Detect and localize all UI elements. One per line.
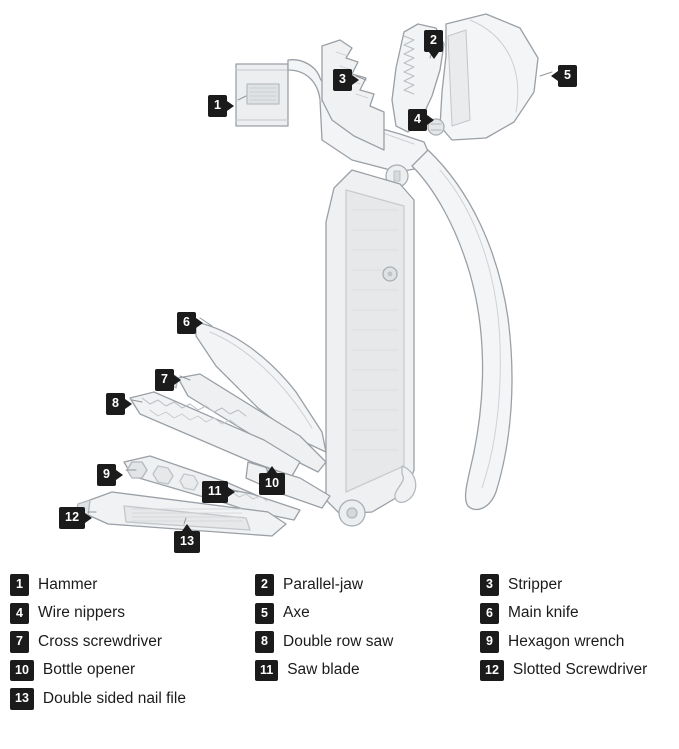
legend-item-6 <box>480 603 669 625</box>
callout-5[interactable] <box>558 65 577 87</box>
legend-row <box>10 631 669 653</box>
callout-7[interactable] <box>155 369 174 391</box>
legend-item-5 <box>255 603 480 625</box>
legend-number: 2 <box>255 574 274 596</box>
legend-item-11 <box>255 660 480 682</box>
legend-item-2 <box>255 574 480 596</box>
legend-label: Slotted Screwdriver <box>512 661 648 679</box>
part-hammer-head <box>236 64 288 126</box>
legend-item-10 <box>10 660 255 682</box>
legend-item-9 <box>480 631 669 653</box>
callout-1[interactable] <box>208 95 227 117</box>
callout-12-number: 12 <box>65 510 80 524</box>
callout-9-number: 9 <box>103 467 111 481</box>
legend-number: 11 <box>255 660 278 682</box>
legend-label: Stripper <box>508 575 563 593</box>
callout-1-number: 1 <box>214 98 222 112</box>
legend-number: 5 <box>255 603 274 625</box>
part-right-handle <box>412 150 512 510</box>
legend-number: 10 <box>10 660 34 682</box>
legend-number: 12 <box>480 660 504 682</box>
callout-12[interactable] <box>59 507 85 529</box>
callout-4-number: 4 <box>414 112 422 126</box>
part-left-handle <box>326 170 414 514</box>
legend-label: Bottle opener <box>42 661 136 679</box>
legend-number: 9 <box>480 631 499 653</box>
callout-10-number: 10 <box>265 476 280 490</box>
callout-3[interactable] <box>333 69 352 91</box>
legend-item-13 <box>10 688 410 710</box>
legend-row <box>10 603 669 625</box>
legend <box>0 560 679 749</box>
callout-5-number: 5 <box>564 68 572 82</box>
callout-8[interactable] <box>106 393 125 415</box>
legend-row <box>10 574 669 596</box>
callout-3-number: 3 <box>339 72 347 86</box>
legend-number: 3 <box>480 574 499 596</box>
legend-number: 7 <box>10 631 29 653</box>
legend-label: Parallel-jaw <box>283 575 364 593</box>
legend-number: 8 <box>255 631 274 653</box>
legend-item-8 <box>255 631 480 653</box>
legend-label: Saw blade <box>287 661 360 679</box>
callout-13[interactable] <box>174 531 200 553</box>
legend-item-7 <box>10 631 255 653</box>
callout-10[interactable] <box>259 473 285 495</box>
legend-item-4 <box>10 603 255 625</box>
legend-label: Hexagon wrench <box>508 632 625 650</box>
legend-label: Axe <box>283 604 310 622</box>
callout-8-number: 8 <box>112 396 120 410</box>
legend-label: Hammer <box>38 575 98 593</box>
legend-label: Double sided nail file <box>42 689 186 707</box>
legend-number: 1 <box>10 574 29 596</box>
callout-13-number: 13 <box>180 534 195 548</box>
legend-number: 6 <box>480 603 499 625</box>
callout-4[interactable] <box>408 109 427 131</box>
legend-label: Double row saw <box>283 632 394 650</box>
legend-row <box>10 660 669 682</box>
legend-label: Wire nippers <box>38 604 125 622</box>
callout-6-number: 6 <box>183 315 191 329</box>
legend-item-3 <box>480 574 669 596</box>
callout-2-number: 2 <box>430 33 438 47</box>
callout-2[interactable] <box>424 30 443 52</box>
legend-label: Main knife <box>508 604 579 622</box>
legend-number: 4 <box>10 603 29 625</box>
legend-item-12 <box>480 660 669 682</box>
callout-11[interactable] <box>202 481 228 503</box>
legend-row <box>10 688 669 710</box>
part-axe-blade <box>440 14 538 140</box>
callout-9[interactable] <box>97 464 116 486</box>
legend-label: Cross screwdriver <box>38 632 163 650</box>
legend-number: 13 <box>10 688 34 710</box>
callout-6[interactable] <box>177 312 196 334</box>
legend-item-1 <box>10 574 255 596</box>
callout-7-number: 7 <box>161 372 169 386</box>
callout-11-number: 11 <box>208 484 222 498</box>
